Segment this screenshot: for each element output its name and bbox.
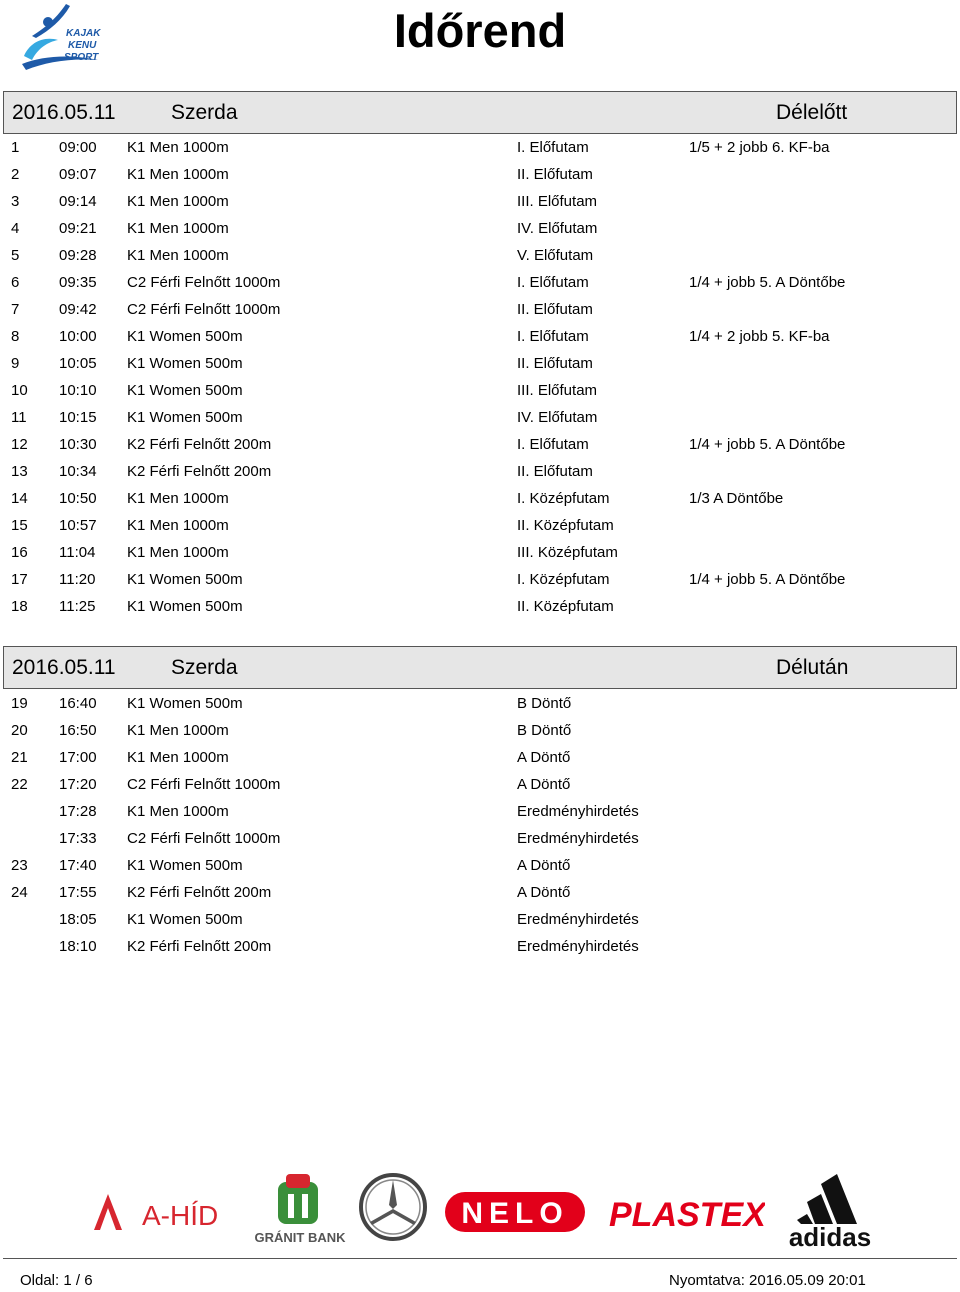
event-name: K1 Men 1000m (127, 722, 229, 739)
race-phase: II. Előfutam (517, 355, 593, 372)
event-name: K1 Men 1000m (127, 166, 229, 183)
event-name: K1 Men 1000m (127, 490, 229, 507)
table-row (0, 906, 960, 933)
ahid-text: A-HÍD (142, 1200, 219, 1231)
race-phase: I. Középfutam (517, 490, 610, 507)
nelo-logo (445, 1192, 585, 1232)
adidas-logo (775, 1172, 885, 1250)
start-time: 10:50 (59, 490, 97, 507)
table-row (0, 377, 960, 404)
event-name: K1 Men 1000m (127, 220, 229, 237)
event-name: C2 Férfi Felnőtt 1000m (127, 830, 281, 847)
start-time: 18:05 (59, 911, 97, 928)
event-name: C2 Férfi Felnőtt 1000m (127, 776, 281, 793)
race-number: 2 (11, 166, 20, 183)
race-number: 23 (11, 857, 28, 874)
progression-note: 1/5 + 2 jobb 6. KF-ba (689, 139, 830, 156)
start-time: 10:15 (59, 409, 97, 426)
section-header-afternoon (3, 646, 957, 689)
race-number: 5 (11, 247, 20, 264)
event-name: K1 Men 1000m (127, 803, 229, 820)
event-name: C2 Férfi Felnőtt 1000m (127, 301, 281, 318)
start-time: 09:00 (59, 139, 97, 156)
race-number: 4 (11, 220, 20, 237)
start-time: 09:07 (59, 166, 97, 183)
race-number: 13 (11, 463, 28, 480)
table-row (0, 323, 960, 350)
start-time: 17:20 (59, 776, 97, 793)
event-name: K1 Women 500m (127, 355, 243, 372)
race-phase: II. Előfutam (517, 301, 593, 318)
table-row (0, 852, 960, 879)
race-phase: A Döntő (517, 776, 571, 793)
race-phase: B Döntő (517, 722, 572, 739)
table-row (0, 431, 960, 458)
section-day: Szerda (171, 656, 238, 679)
race-number: 6 (11, 274, 20, 291)
logo-text-1: KAJAK (66, 28, 101, 39)
race-phase: Eredményhirdetés (517, 911, 639, 928)
race-number: 16 (11, 544, 28, 561)
race-phase: I. Előfutam (517, 139, 589, 156)
event-name: K1 Women 500m (127, 571, 243, 588)
race-phase: B Döntő (517, 695, 572, 712)
print-timestamp: Nyomtatva: 2016.05.09 20:01 (669, 1272, 866, 1289)
race-phase: Eredményhirdetés (517, 938, 639, 955)
event-name: K1 Men 1000m (127, 247, 229, 264)
race-number: 24 (11, 884, 28, 901)
race-phase: I. Előfutam (517, 436, 589, 453)
table-row (0, 539, 960, 566)
start-time: 16:40 (59, 695, 97, 712)
race-phase: II. Középfutam (517, 598, 614, 615)
race-number: 20 (11, 722, 28, 739)
race-number: 22 (11, 776, 28, 793)
event-name: K2 Férfi Felnőtt 200m (127, 463, 272, 480)
event-name: K1 Women 500m (127, 382, 243, 399)
table-row (0, 879, 960, 906)
event-name: K1 Women 500m (127, 598, 243, 615)
footer-divider (3, 1258, 957, 1259)
start-time: 09:35 (59, 274, 97, 291)
race-phase: Eredményhirdetés (517, 830, 639, 847)
start-time: 09:42 (59, 301, 97, 318)
race-phase: III. Előfutam (517, 382, 598, 399)
mercedes-logo (358, 1172, 428, 1242)
race-number: 15 (11, 517, 28, 534)
table-row (0, 188, 960, 215)
start-time: 16:50 (59, 722, 97, 739)
start-time: 10:10 (59, 382, 97, 399)
start-time: 17:55 (59, 884, 97, 901)
progression-note: 1/4 + jobb 5. A Döntőbe (689, 274, 846, 291)
start-time: 17:28 (59, 803, 97, 820)
logo-text-3: SPORT (64, 52, 99, 63)
race-number: 12 (11, 436, 28, 453)
race-phase: IV. Előfutam (517, 409, 598, 426)
start-time: 09:14 (59, 193, 97, 210)
race-number: 1 (11, 139, 20, 156)
plastex-logo (605, 1190, 765, 1234)
progression-note: 1/4 + jobb 5. A Döntőbe (689, 436, 846, 453)
start-time: 09:21 (59, 220, 97, 237)
race-phase: A Döntő (517, 884, 571, 901)
event-name: K1 Women 500m (127, 409, 243, 426)
start-time: 11:20 (59, 571, 96, 588)
progression-note: 1/4 + jobb 5. A Döntőbe (689, 571, 846, 588)
race-phase: III. Középfutam (517, 544, 618, 561)
ahid-logo (90, 1190, 245, 1234)
table-row (0, 933, 960, 960)
granit-text: GRÁNIT BANK (254, 1230, 346, 1245)
race-phase: II. Középfutam (517, 517, 614, 534)
table-row (0, 296, 960, 323)
event-name: K1 Men 1000m (127, 517, 229, 534)
race-phase: I. Előfutam (517, 328, 589, 345)
table-row (0, 458, 960, 485)
start-time: 11:25 (59, 598, 96, 615)
start-time: 10:30 (59, 436, 97, 453)
event-name: K1 Men 1000m (127, 139, 229, 156)
table-row (0, 134, 960, 161)
page-title: Időrend (393, 4, 567, 57)
race-number: 8 (11, 328, 20, 345)
table-row (0, 215, 960, 242)
table-row (0, 242, 960, 269)
table-row (0, 566, 960, 593)
table-row (0, 269, 960, 296)
race-phase: I. Középfutam (517, 571, 610, 588)
start-time: 17:33 (59, 830, 97, 847)
race-number: 14 (11, 490, 28, 507)
start-time: 09:28 (59, 247, 97, 264)
table-row (0, 350, 960, 377)
section-date: 2016.05.11 (12, 656, 116, 679)
race-number: 17 (11, 571, 28, 588)
race-phase: A Döntő (517, 749, 571, 766)
race-number: 7 (11, 301, 20, 318)
race-phase: Eredményhirdetés (517, 803, 639, 820)
race-number: 10 (11, 382, 28, 399)
table-row (0, 485, 960, 512)
start-time: 10:34 (59, 463, 97, 480)
page-number: Oldal: 1 / 6 (20, 1272, 93, 1289)
section-part: Délelőtt (776, 101, 848, 124)
schedule-table-morning (0, 134, 960, 620)
adidas-text: adidas (788, 1222, 872, 1250)
table-row (0, 404, 960, 431)
progression-note: 1/4 + 2 jobb 5. KF-ba (689, 328, 830, 345)
table-row (0, 771, 960, 798)
race-number: 9 (11, 355, 20, 372)
start-time: 10:57 (59, 517, 97, 534)
start-time: 10:00 (59, 328, 97, 345)
race-phase: III. Előfutam (517, 193, 598, 210)
table-row (0, 593, 960, 620)
event-name: K2 Férfi Felnőtt 200m (127, 436, 272, 453)
logo-text-2: KENU (68, 40, 97, 51)
sponsor-strip (0, 1160, 960, 1260)
event-name: K1 Women 500m (127, 328, 243, 345)
race-number: 19 (11, 695, 28, 712)
table-row (0, 717, 960, 744)
schedule-table-afternoon (0, 690, 960, 960)
start-time: 18:10 (59, 938, 97, 955)
race-phase: A Döntő (517, 857, 571, 874)
event-name: K2 Férfi Felnőtt 200m (127, 884, 272, 901)
section-date: 2016.05.11 (12, 101, 116, 124)
race-number: 11 (11, 409, 27, 426)
race-phase: I. Előfutam (517, 274, 589, 291)
race-phase: II. Előfutam (517, 166, 593, 183)
section-day: Szerda (171, 101, 238, 124)
race-phase: II. Előfutam (517, 463, 593, 480)
table-row (0, 161, 960, 188)
event-name: K1 Women 500m (127, 857, 243, 874)
section-part: Délután (776, 656, 849, 679)
event-name: C2 Férfi Felnőtt 1000m (127, 274, 281, 291)
table-row (0, 690, 960, 717)
event-name: K1 Women 500m (127, 911, 243, 928)
event-name: K1 Men 1000m (127, 544, 229, 561)
table-row (0, 825, 960, 852)
race-number: 21 (11, 749, 28, 766)
table-row (0, 744, 960, 771)
section-header-morning (3, 91, 957, 134)
start-time: 17:00 (59, 749, 97, 766)
event-name: K2 Férfi Felnőtt 200m (127, 938, 272, 955)
race-number: 18 (11, 598, 28, 615)
race-phase: V. Előfutam (517, 247, 594, 264)
progression-note: 1/3 A Döntőbe (689, 490, 784, 507)
table-row (0, 798, 960, 825)
plastex-text: PLASTEX (609, 1196, 765, 1234)
start-time: 11:04 (59, 544, 96, 561)
event-name: K1 Men 1000m (127, 193, 229, 210)
nelo-text: NELO (461, 1197, 569, 1230)
race-phase: IV. Előfutam (517, 220, 598, 237)
race-number: 3 (11, 193, 20, 210)
table-row (0, 512, 960, 539)
granit-bank-logo (250, 1172, 350, 1248)
event-name: K1 Women 500m (127, 695, 243, 712)
event-name: K1 Men 1000m (127, 749, 229, 766)
start-time: 10:05 (59, 355, 97, 372)
start-time: 17:40 (59, 857, 97, 874)
